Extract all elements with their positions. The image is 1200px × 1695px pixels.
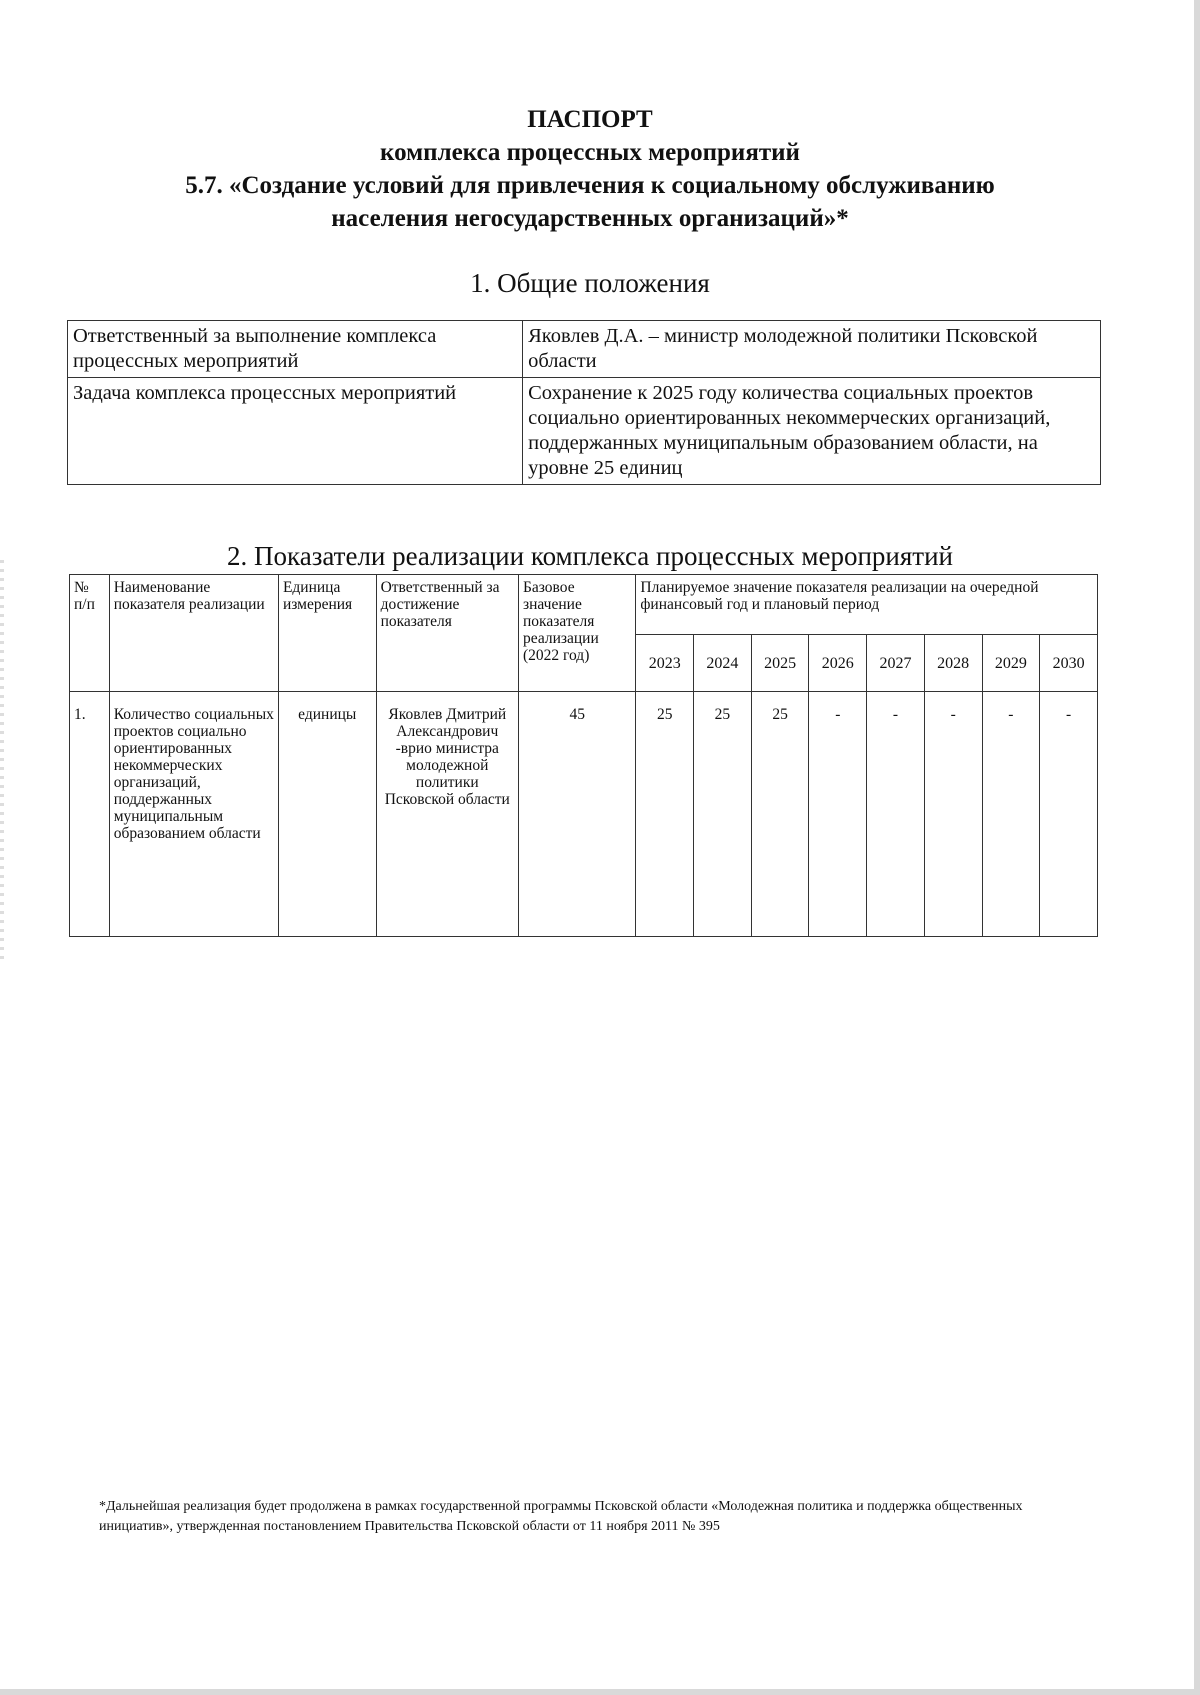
cell-value: - — [1040, 692, 1098, 937]
cell-value: - — [924, 692, 982, 937]
section1-heading: 1. Общие положения — [470, 268, 710, 298]
cell-responsible: Яковлев Дмитрий Александрович -врио министра молодежной политики Псковской области — [376, 692, 518, 937]
header-year: 2024 — [694, 635, 752, 692]
table-cell-label: Задача комплекса процессных мероприятий — [68, 378, 523, 485]
title-line-1: ПАСПОРТ — [527, 106, 653, 133]
table-cell-value: Яковлев Д.А. – министр молодежной политики Псковской области — [523, 321, 1101, 378]
header-year: 2029 — [982, 635, 1040, 692]
cell-value: - — [867, 692, 925, 937]
header-year: 2026 — [809, 635, 867, 692]
cell-value: - — [982, 692, 1040, 937]
header-year: 2028 — [924, 635, 982, 692]
table-row — [68, 321, 1101, 378]
table-row — [70, 692, 1098, 937]
cell-value: 25 — [694, 692, 752, 937]
header-year: 2023 — [636, 635, 694, 692]
footnote: *Дальнейшая реализация будет продолжена в рамках государственной программы Псковской области «Молодежная политика и поддержка общественных инициатив», утвержденная постановлением Правительства Псковской области от 11 ноября 2011 № 395 — [99, 1499, 1023, 1534]
cell-name: Количество социальных проектов социально ориентированных некоммерческих организаций, поддержанных муниципальным образованием области — [109, 692, 278, 937]
header-num: № п/п — [70, 575, 110, 692]
cell-unit: единицы — [278, 692, 376, 937]
title-line-2: комплекса процессных мероприятий — [380, 139, 800, 166]
header-responsible: Ответственный за достижение показателя — [376, 575, 518, 692]
header-year: 2030 — [1040, 635, 1098, 692]
cell-base: 45 — [519, 692, 636, 937]
scan-edge-left — [0, 560, 4, 960]
table-row — [68, 378, 1101, 485]
header-year: 2025 — [751, 635, 809, 692]
section2-heading: 2. Показатели реализации комплекса процессных мероприятий — [227, 541, 953, 571]
header-unit: Единица измерения — [278, 575, 376, 692]
header-name: Наименование показателя реализации — [109, 575, 278, 692]
scan-edge-right — [1194, 0, 1200, 1695]
title-line-4: населения негосударственных организаций»* — [331, 205, 849, 232]
table-cell-label: Ответственный за выполнение комплекса процессных мероприятий — [68, 321, 523, 378]
header-base: Базовое значение показателя реализации (2022 год) — [519, 575, 636, 692]
table-cell-value: Сохранение к 2025 году количества социальных проектов социально ориентированных некоммерческих организаций, поддержанных муниципальным образованием области, на уровне 25 единиц — [523, 378, 1101, 485]
general-provisions-table — [67, 320, 1101, 485]
table-header-row — [70, 575, 1098, 635]
indicators-table — [69, 574, 1098, 937]
header-year: 2027 — [867, 635, 925, 692]
cell-value: 25 — [636, 692, 694, 937]
scan-edge-bottom — [0, 1689, 1200, 1695]
cell-value: 25 — [751, 692, 809, 937]
document-title — [60, 103, 1120, 235]
cell-value: - — [809, 692, 867, 937]
header-planned: Планируемое значение показателя реализации на очередной финансовый год и плановый период — [636, 575, 1098, 635]
title-line-3: 5.7. «Создание условий для привлечения к социальному обслуживанию — [185, 172, 995, 199]
cell-num: 1. — [70, 692, 110, 937]
